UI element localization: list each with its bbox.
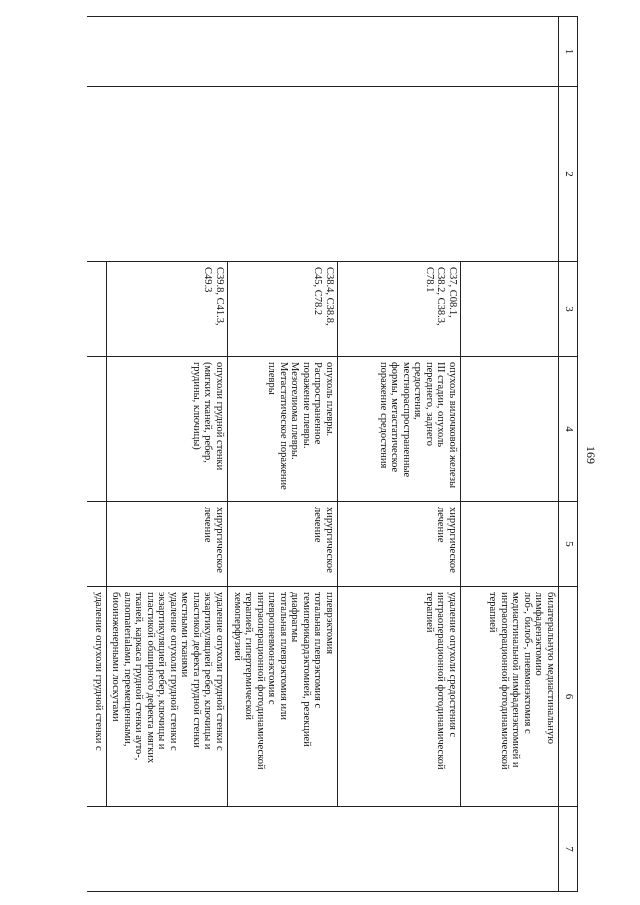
cell-treatment [461, 502, 559, 587]
column-number: 7 [559, 807, 578, 892]
cell-method: удаление опухоли грудной стенки с [87, 587, 107, 807]
cell-treatment: хирургическое лечение [228, 502, 338, 587]
cell-diagnosis: опухоль вилочковой железы III стадии, опухоль переднего, заднего средостения, местнораспространенные формы, метастатическое поражение средостения [338, 357, 461, 502]
cell-diagnosis: опухоли грудной стенки (мягких тканей, ребер, грудины, ключицы) [107, 357, 228, 502]
cell-col7 [87, 807, 559, 892]
cell-method: удаление опухоли средостения с интраоперационной фотодинамической терапией [338, 587, 461, 807]
cell-treatment: хирургическое лечение [107, 502, 228, 587]
cell-treatment: хирургическое лечение [338, 502, 461, 587]
rotated-table-area [56, 16, 598, 891]
column-number-row [559, 17, 578, 892]
page-number: 169 [584, 446, 598, 464]
cell-codes: C39.8, C41.3, C49.3 [107, 262, 228, 357]
medical-procedures-table [87, 16, 578, 892]
cell-codes: C37, C08.1, C38.2, C38.3, C78.1 [338, 262, 461, 357]
cell-method: билатеральную медиастинальную лимфаденэктомию лоб-, билоб-, пневмонэктомия с медиастинальной лимфаденэктомией и интраоперационной фотодинамической терапией [461, 587, 559, 807]
table-row [461, 17, 559, 892]
column-number: 6 [559, 587, 578, 807]
cell-codes: C38.4, C38.8, C45, C78.2 [228, 262, 338, 357]
column-number: 4 [559, 357, 578, 502]
cell-diagnosis [87, 357, 107, 502]
cell-diagnosis: опухоль плевры. Распространенное поражение плевры. Мезотелиома плевры. Метастатическое поражение плевры [228, 357, 338, 502]
column-number: 2 [559, 87, 578, 262]
cell-codes [461, 262, 559, 357]
column-number: 1 [559, 17, 578, 87]
cell-method: удаление опухоли грудной стенки с экзартикуляцией ребер, ключицы и пластикой дефекта грудной стенки местными тканями удаление опухоли грудной стенки с экзартикуляцией ребер, ключицы и пластикой обширного дефекта мягких тканей, каркаса грудной стенки ауто-, аллоmaterialами, перемещенными, биоинженерными лоскутами [107, 587, 228, 807]
column-number: 3 [559, 262, 578, 357]
cell-col2 [87, 87, 559, 262]
cell-col1 [87, 17, 559, 87]
cell-treatment [87, 502, 107, 587]
cell-method: плеврэктомия тотальная плеврэктомия с гемиперикардэктомией, резекцией диафрагмы тотальная плеврэктомия или плевропневмонэктомия с интраоперационной фотодинамической терапией, гипертермической хемоперфузией [228, 587, 338, 807]
cell-codes [87, 262, 107, 357]
cell-diagnosis [461, 357, 559, 502]
column-number: 5 [559, 502, 578, 587]
